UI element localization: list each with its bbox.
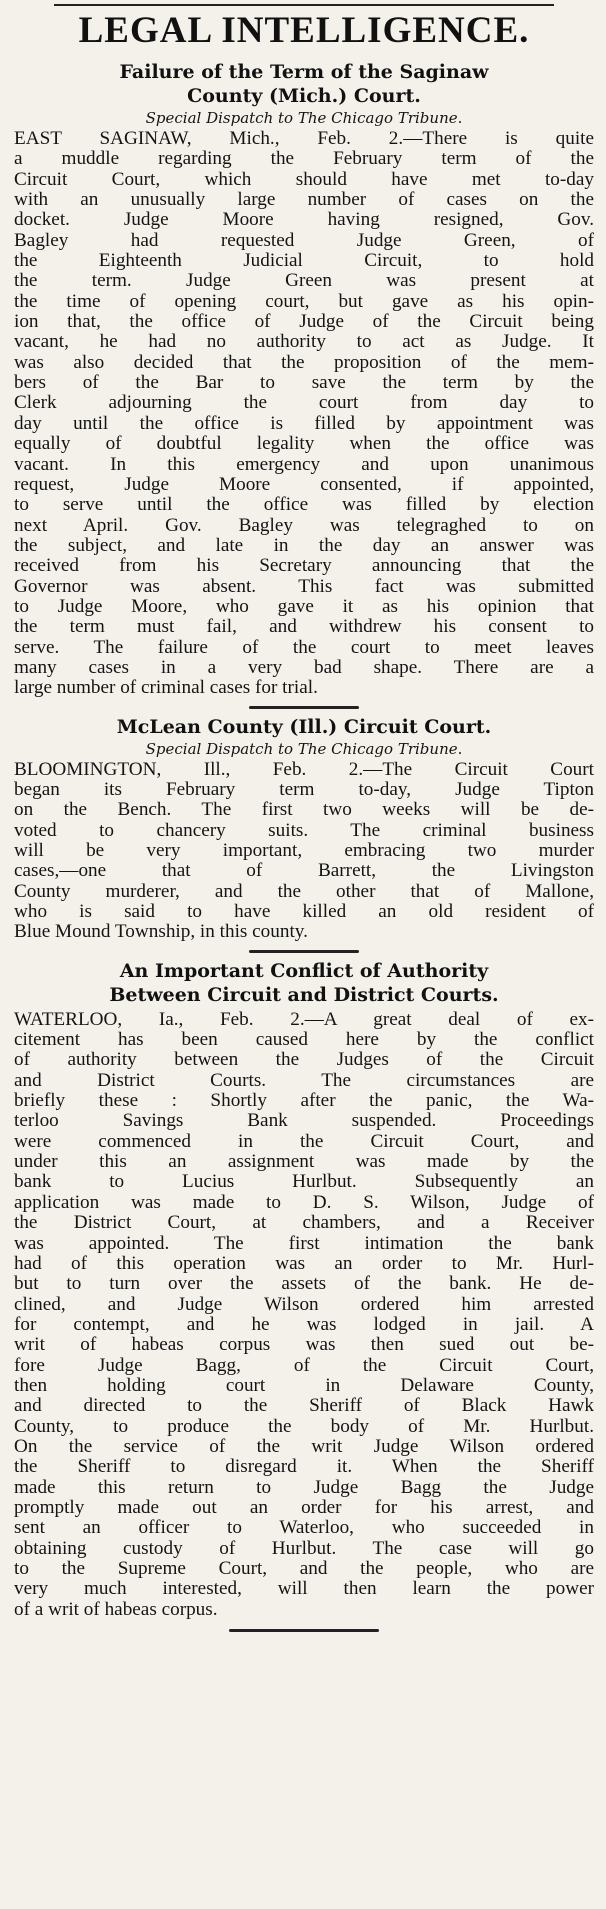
article-line: Governor was absent. This fact was submitted [14,575,594,597]
closing-divider [229,1629,379,1632]
article-line: then holding court in Delaware County, [14,1374,594,1396]
article-line: on the Bench. The first two weeks will be de- [14,799,594,821]
article-line: the term must fail, and withdrew his consent to [14,616,594,638]
article-line: of authority between the Judges of the Circuit [14,1049,594,1071]
dispatch-credit: Special Dispatch to The Chicago Tribune. [145,739,463,758]
top-rule [54,4,554,6]
article-body [14,760,594,943]
article-line: terloo Savings Bank suspended. Proceedings [14,1110,594,1132]
article-line: to Judge Moore, who gave it as his opinion that [14,595,594,617]
article-line: and directed to the Sheriff of Black Hawk [14,1395,594,1417]
article-line: were commenced in the Circuit Court, and [14,1130,594,1152]
article-line: County, to produce the body of Mr. Hurlbut. [14,1415,594,1437]
article-line: many cases in a very bad shape. There are a [14,656,594,678]
article-body [14,1010,594,1620]
article-line: bers of the Bar to save the term by the [14,372,594,394]
article-line: began its February term to-day, Judge Tipton [14,778,594,800]
article-line: cases,—one that of Barrett, the Livingston [14,860,594,882]
article-line: a muddle regarding the February term of the [14,148,594,170]
article-line: for contempt, and he was lodged in jail. A [14,1313,594,1335]
article-divider [249,706,359,709]
article-line: Bagley had requested Judge Green, of [14,229,594,251]
article-headline [14,715,594,739]
article-line: briefly these : Shortly after the panic, the Wa- [14,1090,594,1112]
article-line: under this an assignment was made by the [14,1151,594,1173]
article-line: voted to chancery suits. The criminal business [14,819,594,841]
article-line: EAST SAGINAW, Mich., Feb. 2.—There is quite [14,128,594,149]
article-headline [14,60,594,108]
article-line: very much interested, will then learn the power [14,1578,594,1600]
article-line: serve. The failure of the court to meet leaves [14,636,594,658]
article-line: equally of doubtful legality when the office was [14,433,594,455]
article-line: citement has been caused here by the conflict [14,1029,594,1051]
article-line: Blue Mound Township, in this county. [14,921,308,943]
article-line: the District Court, at chambers, and a Receiver [14,1212,594,1234]
article-line: fore Judge Bagg, of the Circuit Court, [14,1354,594,1376]
article-line: ion that, the office of Judge of the Circuit being [14,311,594,333]
article-line: with an unusually large number of cases on the [14,189,594,211]
article-line: writ of habeas corpus was then sued out be- [14,1334,594,1356]
article-line: On the service of the writ Judge Wilson ordered [14,1435,594,1457]
article-line: made this return to Judge Bagg the Judge [14,1476,594,1498]
article-line: the time of opening court, but gave as his opin- [14,290,594,312]
article-body [14,129,594,699]
article-line: to serve until the office was filled by election [14,494,594,516]
dispatch-credit: Special Dispatch to The Chicago Tribune. [145,109,463,127]
article-line: County murderer, and the other that of Mallone, [14,880,594,902]
article-line: Clerk adjourning the court from day to [14,392,594,414]
article-line: was also decided that the proposition of the mem- [14,351,594,373]
headline-line: County (Mich.) Court. [187,85,421,107]
article-line: received from his Secretary announcing that the [14,555,594,577]
article-waterloo [14,959,594,1620]
article-line: application was made to D. S. Wilson, Judge of [14,1191,594,1213]
article-line: large number of criminal cases for trial. [14,677,318,699]
article-line: bank to Lucius Hurlbut. Subsequently an [14,1171,594,1193]
headline-line: McLean County (Ill.) Circuit Court. [116,715,492,738]
article-line: who is said to have killed an old resident of [14,901,594,923]
article-line: sent an officer to Waterloo, who succeeded in [14,1517,594,1539]
article-line: the term. Judge Green was present at [14,270,594,292]
article-line: vacant. In this emergency and upon unanimous [14,453,594,475]
article-line: was appointed. The first intimation the bank [14,1232,594,1254]
article-line: BLOOMINGTON, Ill., Feb. 2.—The Circuit Court [14,758,594,780]
article-saginaw [14,60,594,699]
article-line: the subject, and late in the day an answer was [14,534,594,556]
article-line: had of this operation was an order to Mr. Hurl- [14,1252,594,1274]
article-line: will be very important, embracing two murder [14,840,594,861]
headline-line: Between Circuit and District Courts. [109,983,499,1006]
article-headline [14,959,594,1007]
article-line: the Sheriff to disregard it. When the Sheriff [14,1456,594,1478]
article-line: of a writ of habeas corpus. [14,1598,218,1620]
article-line: WATERLOO, Ia., Feb. 2.—A great deal of ex- [14,1008,594,1030]
article-divider [249,950,359,953]
article-line: to the Supreme Court, and the people, who are [14,1558,594,1579]
article-line: vacant, he had no authority to act as Judge. It [14,331,594,353]
article-line: docket. Judge Moore having resigned, Gov. [14,209,594,231]
headline-line: An Important Conflict of Authority [119,959,489,982]
headline-line: Failure of the Term of the Saginaw [119,61,489,83]
article-line: next April. Gov. Bagley was telegraghed to on [14,514,594,536]
article-line: and District Courts. The circumstances are [14,1069,594,1091]
article-line: clined, and Judge Wilson ordered him arrested [14,1293,594,1315]
section-masthead: LEGAL INTELLIGENCE. [78,10,530,51]
article-line: Circuit Court, which should have met to-day [14,168,594,190]
article-line: promptly made out an order for his arrest, and [14,1496,594,1518]
article-line: the Eighteenth Judicial Circuit, to hold [14,250,594,272]
article-line: day until the office is filled by appointment was [14,412,594,434]
article-line: but to turn over the assets of the bank. He de- [14,1273,594,1295]
article-line: request, Judge Moore consented, if appointed, [14,473,594,495]
article-mclean [14,715,594,943]
article-line: obtaining custody of Hurlbut. The case will go [14,1537,594,1559]
